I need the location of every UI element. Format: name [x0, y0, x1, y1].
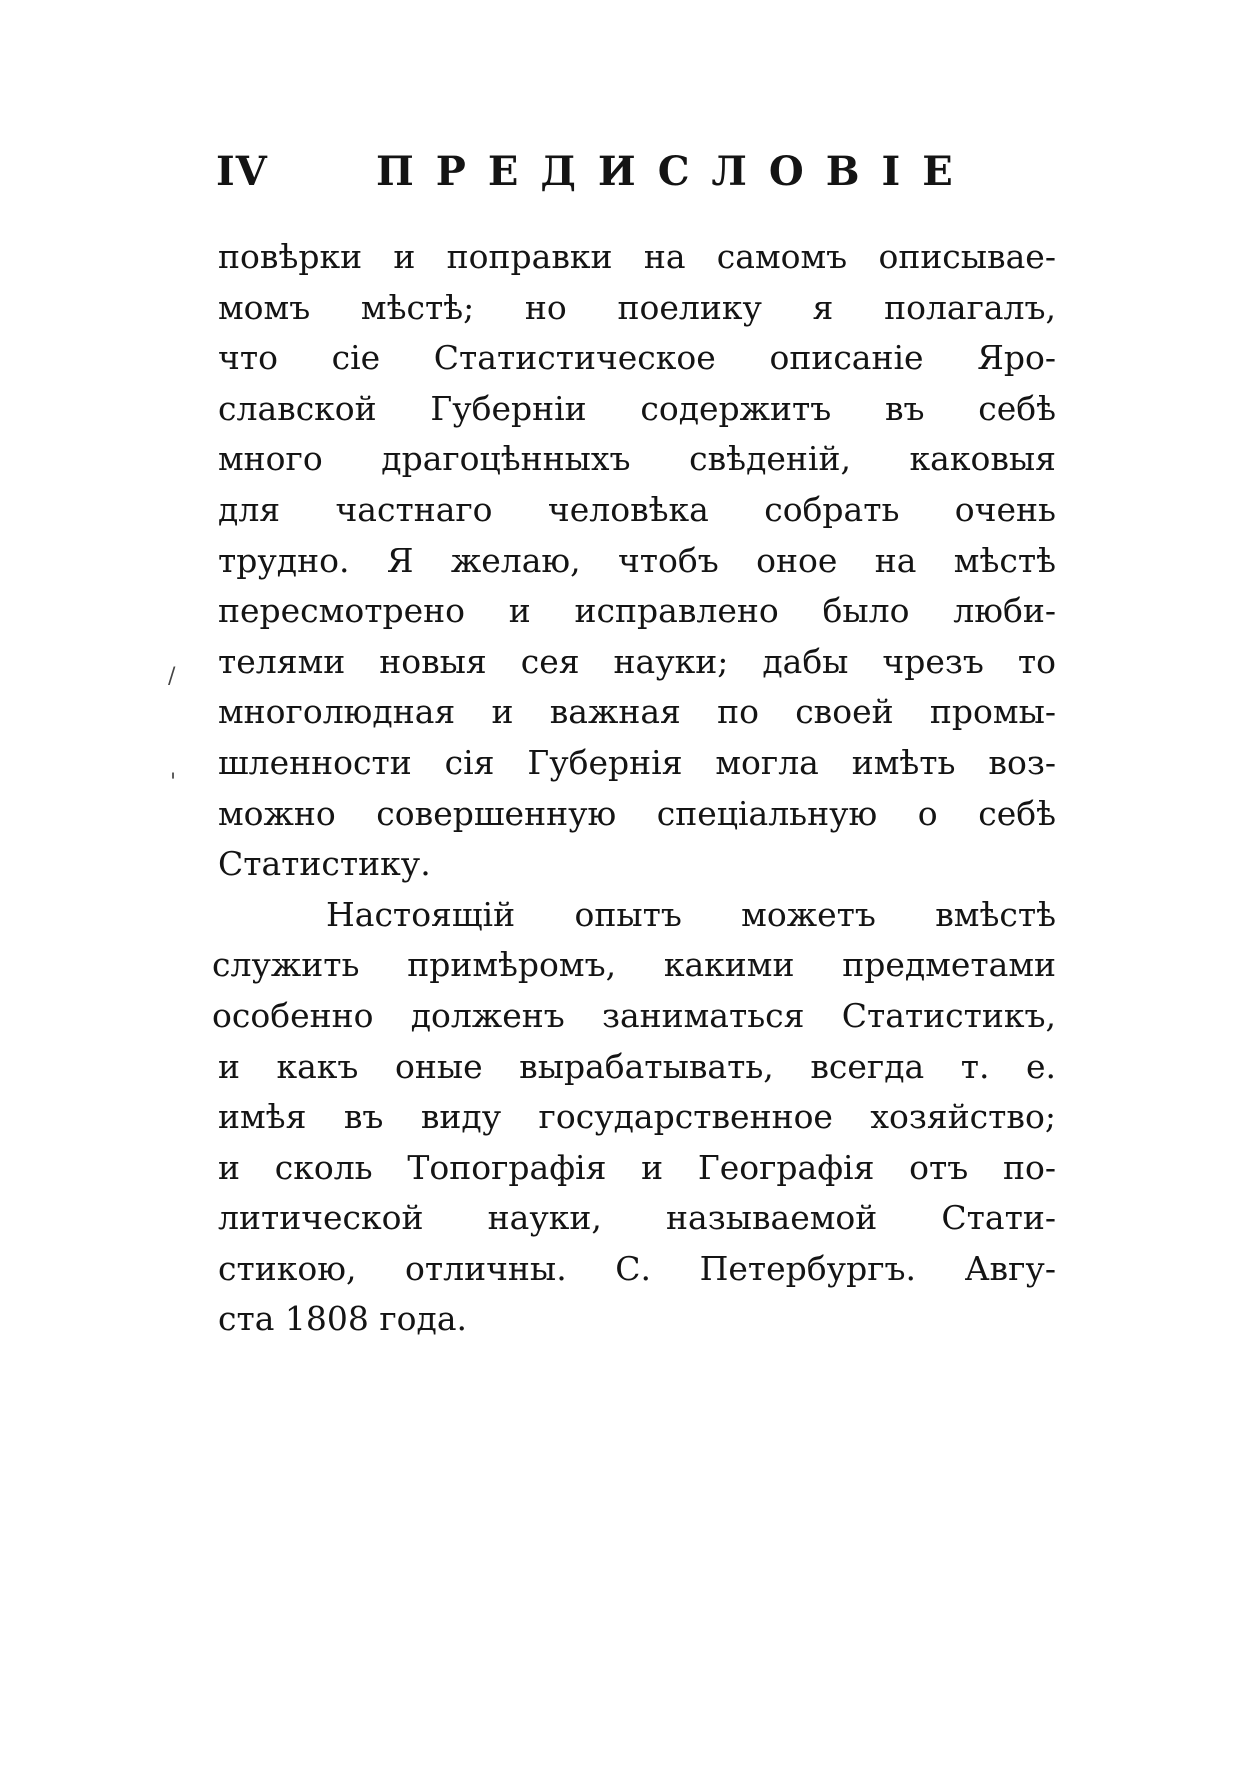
- text-line: шленности сія Губернія могла имѣть воз-: [218, 742, 1056, 782]
- text-line: Статистику.: [218, 844, 431, 884]
- text-line: служить примѣромъ, какими предметами: [212, 945, 1056, 985]
- text-line: и какъ оные вырабатывать, всегда т. е.: [218, 1046, 1056, 1086]
- margin-mark: ': [170, 770, 177, 795]
- text-line: стикою, отличны. С. Петербургъ. Авгу-: [218, 1248, 1056, 1288]
- text-line: многолюдная и важная по своей промы-: [218, 692, 1056, 732]
- page-number: IV: [216, 148, 268, 195]
- page-header: [216, 148, 1066, 208]
- text-line: для частнаго человѣка собрать очень: [218, 489, 1056, 529]
- text-line: Настоящій опытъ можетъ вмѣстѣ: [326, 894, 1056, 934]
- text-line: и сколь Топографія и Географія отъ по-: [218, 1147, 1056, 1187]
- text-line: что сіе Статистическое описаніе Яро-: [218, 338, 1056, 378]
- paragraph-2: [212, 890, 1056, 1345]
- text-line: особенно долженъ заниматься Статистикъ,: [212, 995, 1056, 1035]
- text-line: трудно. Я желаю, чтобъ оное на мѣстѣ: [218, 540, 1056, 580]
- margin-mark: /: [168, 664, 176, 689]
- text-line: славской Губерніи содержитъ въ себѣ: [218, 388, 1056, 428]
- paragraph-1: [218, 232, 1056, 890]
- text-line: телями новыя сея науки; дабы чрезъ то: [218, 641, 1056, 681]
- text-line: ста 1808 года.: [218, 1299, 468, 1339]
- text-line: момъ мѣстѣ; но поелику я полагалъ,: [218, 287, 1056, 327]
- text-line: можно совершенную спеціальную о себѣ: [218, 793, 1056, 833]
- body-text: [212, 232, 1056, 1345]
- text-line: имѣя въ виду государственное хозяйство;: [218, 1097, 1056, 1137]
- running-title: ПРЕДИСЛОВІЕ: [376, 148, 975, 195]
- text-line: литической науки, называемой Стати-: [218, 1198, 1056, 1238]
- text-line: пересмотрено и исправлено было люби-: [218, 591, 1056, 631]
- text-line: много драгоцѣнныхъ свѣденій, каковыя: [218, 439, 1056, 479]
- text-line: повѣрки и поправки на самомъ описывае-: [218, 237, 1056, 276]
